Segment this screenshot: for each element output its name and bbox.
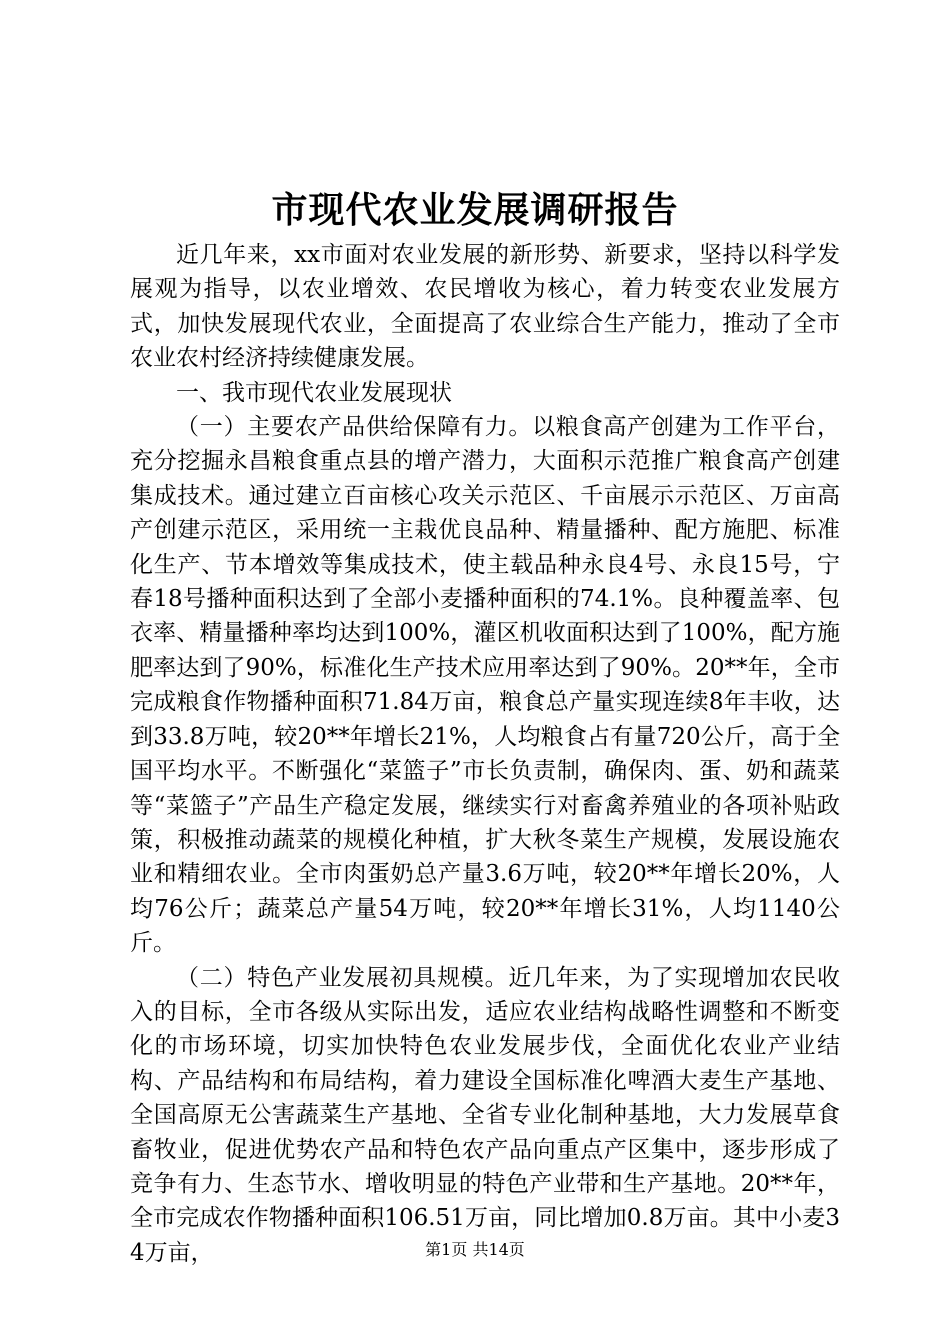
paragraph-specialty: （二）特色产业发展初具规模。近几年来，为了实现增加农民收入的目标，全市各级从实际出发，适应农业结构战略性调整和不断变化的市场环境，切实加快特色农业发展步伐，全面优化农业产业结构、产品结构和布局结构，着力建设全国标准化啤酒大麦生产基地、全国高原无公害蔬菜生产基地、全省专业化制种基地，大力发展草食畜牧业，促进优势农产品和特色农产品向重点产区集中，逐步形成了竞争有力、生态节水、增收明显的特色产业带和生产基地。20**年，全市完成农作物播种面积106.51万亩，同比增加0.8万亩。其中小麦34万亩， bbox=[130, 964, 840, 1266]
section-heading: 一、我市现代农业发展现状 bbox=[176, 379, 452, 406]
intro-paragraph: 近几年来，xx市面对农业发展的新形势、新要求，坚持以科学发展观为指导，以农业增效、农民增收为核心，着力转变农业发展方式，加快发展现代农业，全面提高了农业综合生产能力，推动了全市农业农村经济持续健康发展。 bbox=[130, 242, 840, 372]
document-body bbox=[130, 238, 840, 1270]
page-number-footer: 第1页 共14页 bbox=[425, 1240, 525, 1259]
document-title: 市现代农业发展调研报告 bbox=[271, 189, 679, 231]
paragraph-supply: （一）主要农产品供给保障有力。以粮食高产创建为工作平台，充分挖掘永昌粮食重点县的增产潜力，大面积示范推广粮食高产创建集成技术。通过建立百亩核心攻关示范区、千亩展示示范区、万亩高产创建示范区，采用统一主栽优良品种、精量播种、配方施肥、标准化生产、节本增效等集成技术，使主载品种永良4号、永良15号，宁春18号播种面积达到了全部小麦播种面积的74.1%。良种覆盖率、包衣率、精量播种率均达到100%，灌区机收面积达到了100%，配方施肥率达到了90%，标准化生产技术应用率达到了90%。20**年，全市完成粮食作物播种面积71.84万亩，粮食总产量实现连续8年丰收，达到33.8万吨，较20**年增长21%，人均粮食占有量720公斤，高于全国平均水平。不断强化“菜篮子”市长负责制，确保肉、蛋、奶和蔬菜等“菜篮子”产品生产稳定发展，继续实行对畜禽养殖业的各项补贴政策，积极推动蔬菜的规模化种植，扩大秋冬菜生产规模，发展设施农业和精细农业。全市肉蛋奶总产量3.6万吨，较20**年增长20%，人均76公斤；蔬菜总产量54万吨，较20**年增长31%，人均1140公斤。 bbox=[130, 414, 840, 957]
